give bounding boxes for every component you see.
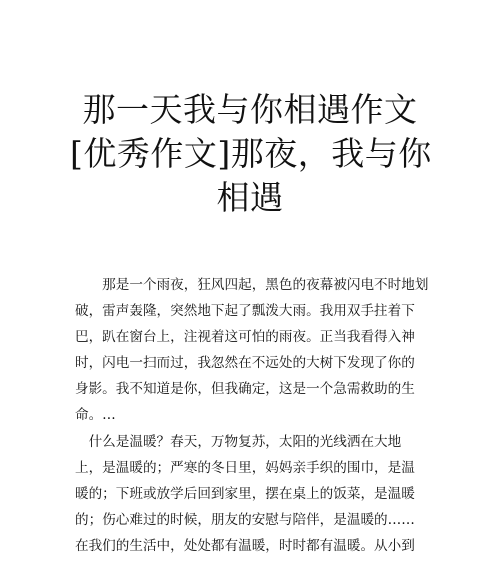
text-line: 暖的；下班或放学后回到家里，摆在桌上的饭菜，是温暖	[75, 486, 415, 502]
text-line: 身影。我不知道是你，但我确定，这是一个急需救助的生	[75, 381, 415, 397]
text-line: 那是一个雨夜，狂风四起，黑色的夜幕被闪电不时地划	[75, 277, 429, 293]
text-line: 时，闪电一扫而过，我忽然在不远处的大树下发现了你的	[75, 355, 415, 371]
title-line-2: [优秀作文]那夜，我与你	[70, 134, 432, 173]
document-title	[70, 88, 430, 220]
text-line: 的；伤心难过的时候，朋友的安慰与陪伴，是温暖的……	[75, 512, 415, 528]
title-line-1: 那一天我与你相遇作文	[82, 90, 418, 129]
text-line: 上，是温暖的；严寒的冬日里，妈妈亲手织的围巾，是温	[75, 460, 415, 476]
paragraph-1	[75, 272, 435, 428]
text-line: 在我们的生活中，处处都有温暖，时时都有温暖。从小到	[75, 538, 415, 554]
text-line: 破，雷声轰隆，突然地下起了瓢泼大雨。我用双手拄着下	[75, 303, 415, 319]
text-line: 什么是温暖？春天，万物复苏，太阳的光线洒在大地	[75, 434, 402, 450]
text-line: 巴，趴在窗台上，注视着这可怕的雨夜。正当我看得入神	[75, 329, 415, 345]
title-line-3: 相遇	[216, 178, 284, 217]
paragraph-2	[75, 429, 435, 559]
text-line: 命。…	[75, 407, 116, 423]
